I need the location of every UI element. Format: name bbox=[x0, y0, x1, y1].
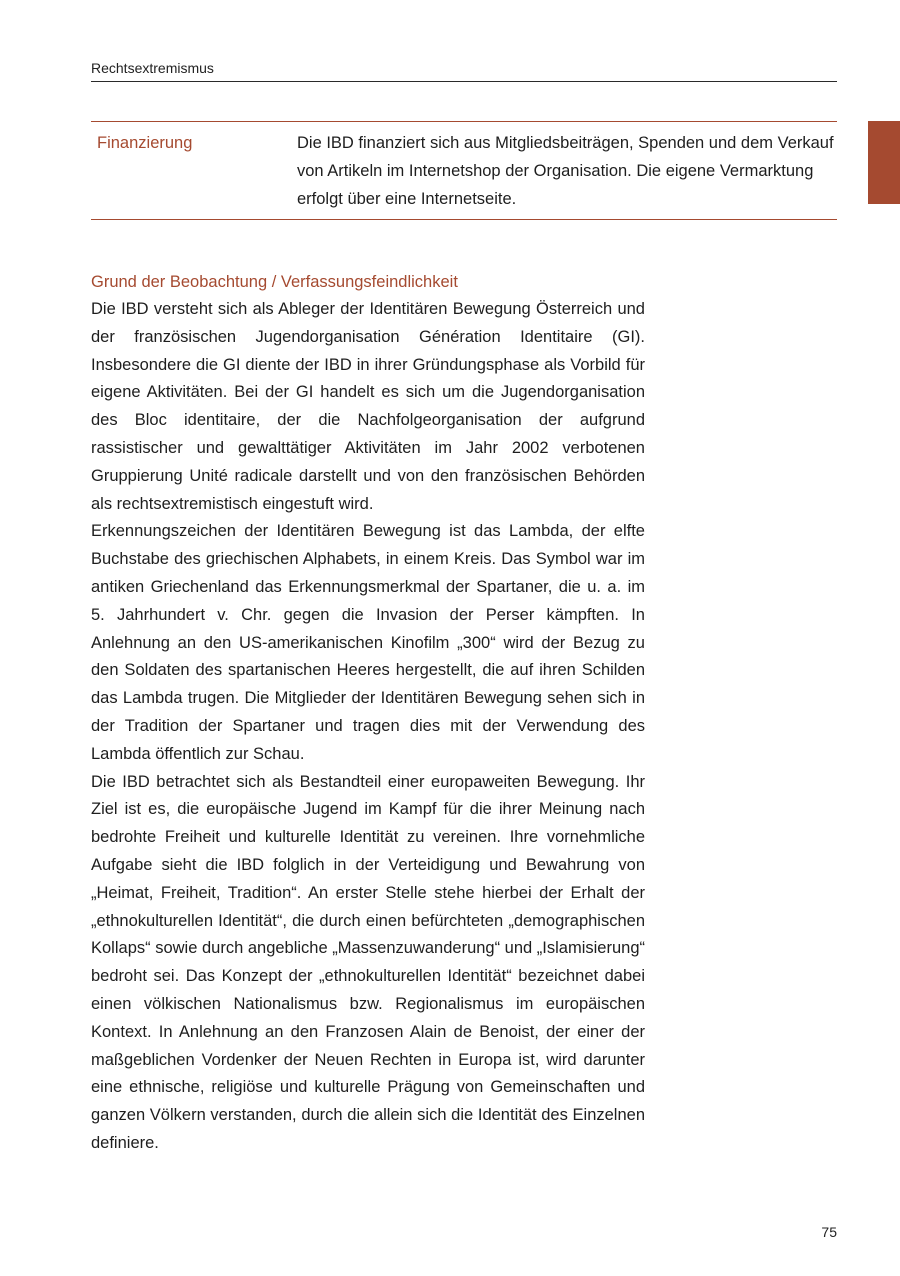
info-table-value: Die IBD finanziert sich aus Mitgliedsbeiträgen, Spenden und dem Verkauf von Artikeln im Internetshop der Organisation. Die eigene Vermarktung erfolgt über eine Internetseite. bbox=[297, 134, 834, 208]
info-table bbox=[91, 121, 837, 220]
paragraph: Die IBD versteht sich als Ableger der Identitären Bewegung Österreich und der französischen Jugendorganisation Génération Identitaire (GI). Insbesondere die GI diente der IBD in ihrer Gründungsphase als Vorbild für eigene Aktivitäten. Bei der GI handelt es sich um die Jugendorganisation des Bloc identitaire, der die Nachfolgeorganisation der aufgrund rassistischer und gewalttätiger Aktivitäten im Jahr 2002 verbotenen Gruppierung Unité radicale darstellt und von den französischen Behörden als rechtsextremistisch eingestuft wird. bbox=[91, 300, 645, 513]
section-title: Grund der Beobachtung / Verfassungsfeindlichkeit bbox=[91, 273, 458, 291]
section-observation-reason bbox=[91, 268, 645, 1158]
info-table-label: Finanzierung bbox=[97, 134, 193, 152]
paragraph: Erkennungszeichen der Identitären Bewegung ist das Lambda, der elfte Buchstabe des griechischen Alphabets, in einem Kreis. Das Symbol war im antiken Griechenland das Erkennungsmerkmal der Spartaner, die u. a. im 5. Jahrhundert v. Chr. gegen die Invasion der Perser kämpften. In Anlehnung an den US-amerikanischen Kinofilm „300“ wird der Bezug zu den Soldaten des spartanischen Heeres hergestellt, die auf ihren Schilden das Lambda trugen. Die Mitglieder der Identitären Bewegung sehen sich in der Tradition der Spartaner und tragen dies mit der Verwendung des Lambda öffentlich zur Schau. bbox=[91, 522, 645, 763]
page-number: 75 bbox=[821, 1224, 837, 1240]
paragraph: Die IBD betrachtet sich als Bestandteil einer europaweiten Bewegung. Ihr Ziel ist es, die europäische Jugend im Kampf für die ihrer Meinung nach bedrohte Freiheit und kulturelle Identität zu vereinen. Ihre vornehmliche Aufgabe sieht die IBD folglich in der Verteidigung und Bewahrung von „Heimat, Freiheit, Tradition“. An erster Stelle stehe hierbei der Erhalt der „ethnokulturellen Identität“, die durch einen befürchteten „demographischen Kollaps“ sowie durch angebliche „Massenzuwanderung“ und „Islamisierung“ bedroht sei. Das Konzept der „ethnokulturellen Identität“ bezeichnet dabei einen völkischen Nationalismus bzw. Regionalismus im europäischen Kontext. In Anlehnung an den Franzosen Alain de Benoist, der einer der maßgeblichen Vordenker der Neuen Rechten in Europa ist, wird darunter eine ethnische, religiöse und kulturelle Prägung von Gemeinschaften und ganzen Völkern verstanden, durch die allein sich die Identität des Einzelnen definiere. bbox=[91, 772, 645, 1152]
running-header: Rechtsextremismus bbox=[91, 59, 837, 82]
chapter-tab-marker bbox=[868, 121, 900, 204]
